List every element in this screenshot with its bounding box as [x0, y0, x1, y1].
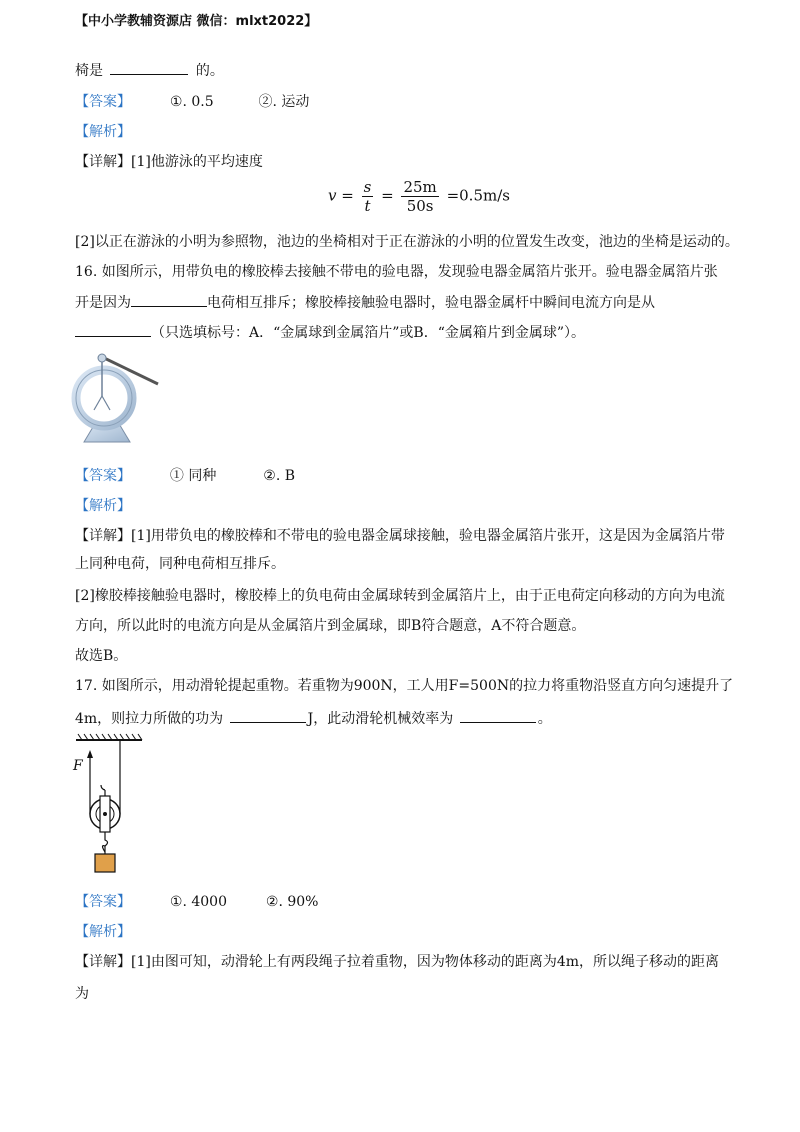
fraction-s-over-t: $\frac{s}{t}$: [363, 178, 372, 215]
q17-detail-1: 【详解】[1]由图可知，动滑轮上有两段绳子拉着重物，因为物体移动的距离为4m，所以绳子移动的距离: [75, 954, 720, 970]
force-label: F: [73, 758, 83, 774]
answer-blank: [460, 708, 536, 723]
q17-analysis-tag: 【解析】: [75, 924, 131, 940]
answer-tag: 【答案】: [75, 894, 131, 910]
q16-question-line-1: 16. 如图所示，用带负电的橡胶棒去接触不带电的验电器，发现验电器金属箔片张开。验电器金属箔片张: [75, 264, 718, 280]
source-header: 【中小学教辅资源店 微信：mlxt2022】: [75, 14, 318, 29]
metal-leaf: [94, 396, 102, 410]
metal-ball: [98, 354, 106, 362]
q16-detail-3: [2]橡胶棒接触验电器时，橡胶棒上的负电荷由金属球转到金属箔片上，由于正电荷定向移动的方向为电流: [75, 588, 725, 604]
q15-continuation: 椅是 的。: [75, 60, 224, 81]
q15-detail-2: [2]以正在游泳的小明为参照物，池边的坐椅相对于正在游泳的小明的位置发生改变，池边的坐椅是运动的。: [75, 234, 739, 250]
q16-answer: 【答案】 ① 同种 ②. B: [75, 468, 296, 484]
fraction-25m-over-50s: $\frac{25m}{50s}$: [403, 178, 437, 215]
q16-analysis-tag: 【解析】: [75, 498, 131, 514]
answer-tag: 【答案】: [75, 94, 131, 110]
answer-tag: 【答案】: [75, 468, 131, 484]
metal-leaf: [102, 396, 110, 410]
q17-question-line-1: 17. 如图所示，用动滑轮提起重物。若重物为900N，工人用F=500N的拉力将重物沿竖直方向匀速提升了: [75, 678, 734, 694]
q16-detail-1: 【详解】[1]用带负电的橡胶棒和不带电的验电器金属球接触，验电器金属箔片张开，这是因为金属箔片带: [75, 528, 725, 544]
q15-detail-1: 【详解】[1]他游泳的平均速度: [75, 154, 263, 170]
q16-question-line-2: 开是因为 电荷相互排斥；橡胶棒接触验电器时，验电器金属杆中瞬间电流方向是从: [75, 292, 655, 313]
velocity-formula: v = $\frac{s}{t}$ = $\frac{25m}{50s}$ =0.5m/s: [328, 178, 510, 215]
q16-question-line-3: （只选填标号：A．“金属球到金属箔片”或B．“金属箱片到金属球”）。: [75, 322, 585, 343]
electroscope-figure: [70, 350, 162, 446]
answer-blank: [230, 708, 306, 723]
pulley-figure: [70, 732, 150, 880]
q16-detail-2: 上同种电荷，同种电荷相互排斥。: [75, 556, 285, 572]
q16-detail-5: 故选B。: [75, 648, 128, 664]
answer-blank: [131, 292, 207, 307]
q16-detail-4: 方向，所以此时的电流方向是从金属箔片到金属球，即B符合题意，A不符合题意。: [75, 618, 586, 634]
q17-detail-2: 为: [75, 986, 89, 1002]
q17-answer: 【答案】 ①. 4000 ②. 90%: [75, 894, 319, 910]
answer-blank: [110, 60, 188, 75]
answer-blank: [75, 322, 151, 337]
weight-block: [95, 854, 115, 872]
q15-analysis-tag: 【解析】: [75, 124, 131, 140]
q17-question-line-2: 4m，则拉力所做的功为 J，此动滑轮机械效率为 。: [75, 708, 552, 729]
q15-answer: 【答案】 ①. 0.5 ②. 运动: [75, 94, 310, 110]
